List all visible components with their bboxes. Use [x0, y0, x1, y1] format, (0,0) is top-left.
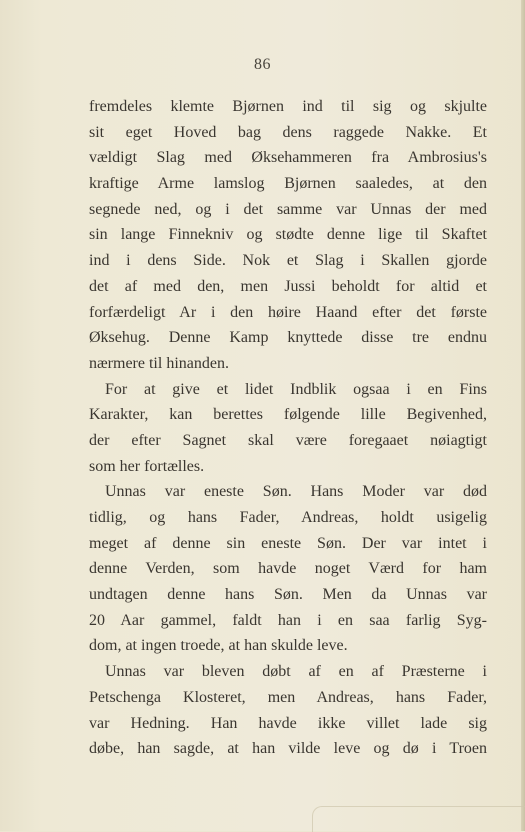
text-line: kraftige Arme lamslog Bjørnen saaledes, at den	[89, 175, 487, 193]
text-line: denne Verden, som havde noget Værd for ham	[89, 560, 487, 578]
text-line: nærmere til hinanden.	[89, 354, 229, 372]
text-line: Unnas var eneste Søn. Hans Moder var død	[105, 483, 487, 501]
text-line: som her fortælles.	[89, 457, 205, 475]
text-line: tidlig, og hans Fader, Andreas, holdt usigelig	[89, 509, 487, 526]
text-line: var Hedning. Han havde ikke villet lade sig	[89, 714, 487, 732]
text-line: undtagen denne hans Søn. Men da Unnas var	[89, 586, 487, 604]
text-line: For at give et lidet Indblik ogsaa i en Fins	[105, 380, 487, 398]
text-line: 20 Aar gammel, faldt han i en saa farlig Syg-	[89, 611, 487, 629]
text-line: det af med den, men Jussi beholdt for altid et	[89, 277, 487, 295]
text-line: der efter Sagnet skal være foregaaet nøiagtigt	[89, 431, 487, 449]
text-line: Petschenga Klosteret, men Andreas, hans Fader,	[89, 688, 487, 706]
text-line: Unnas var bleven døbt af en af Præsterne i	[105, 663, 487, 681]
page-edge	[521, 0, 525, 831]
text-line: ind i dens Side. Nok et Slag i Skallen gjorde	[89, 252, 487, 270]
text-line: segnede ned, og i det samme var Unnas der med	[89, 200, 487, 218]
page-number: 86	[254, 56, 271, 73]
body-text	[89, 94, 487, 762]
text-line: sit eget Hoved bag dens raggede Nakke. Et	[89, 123, 487, 141]
text-line: Øksehug. Denne Kamp knyttede disse tre endnu	[89, 329, 487, 347]
text-line: sin lange Finnekniv og stødte denne lige til Skaftet	[89, 226, 487, 244]
text-line: døbe, han sagde, at han vilde leve og dø i Troen	[89, 740, 487, 758]
text-line: forfærdeligt Ar i den høire Haand efter det første	[89, 303, 487, 321]
page-corner-mark	[312, 806, 525, 832]
text-line: meget af denne sin eneste Søn. Der var intet i	[89, 534, 487, 552]
text-line: fremdeles klemte Bjørnen ind til sig og skjulte	[89, 98, 487, 115]
text-line: dom, at ingen troede, at han skulde leve.	[89, 637, 348, 655]
text-line: vældigt Slag med Øksehammeren fra Ambrosius's	[89, 149, 487, 167]
text-line: Karakter, kan berettes følgende lille Begivenhed,	[89, 406, 487, 424]
